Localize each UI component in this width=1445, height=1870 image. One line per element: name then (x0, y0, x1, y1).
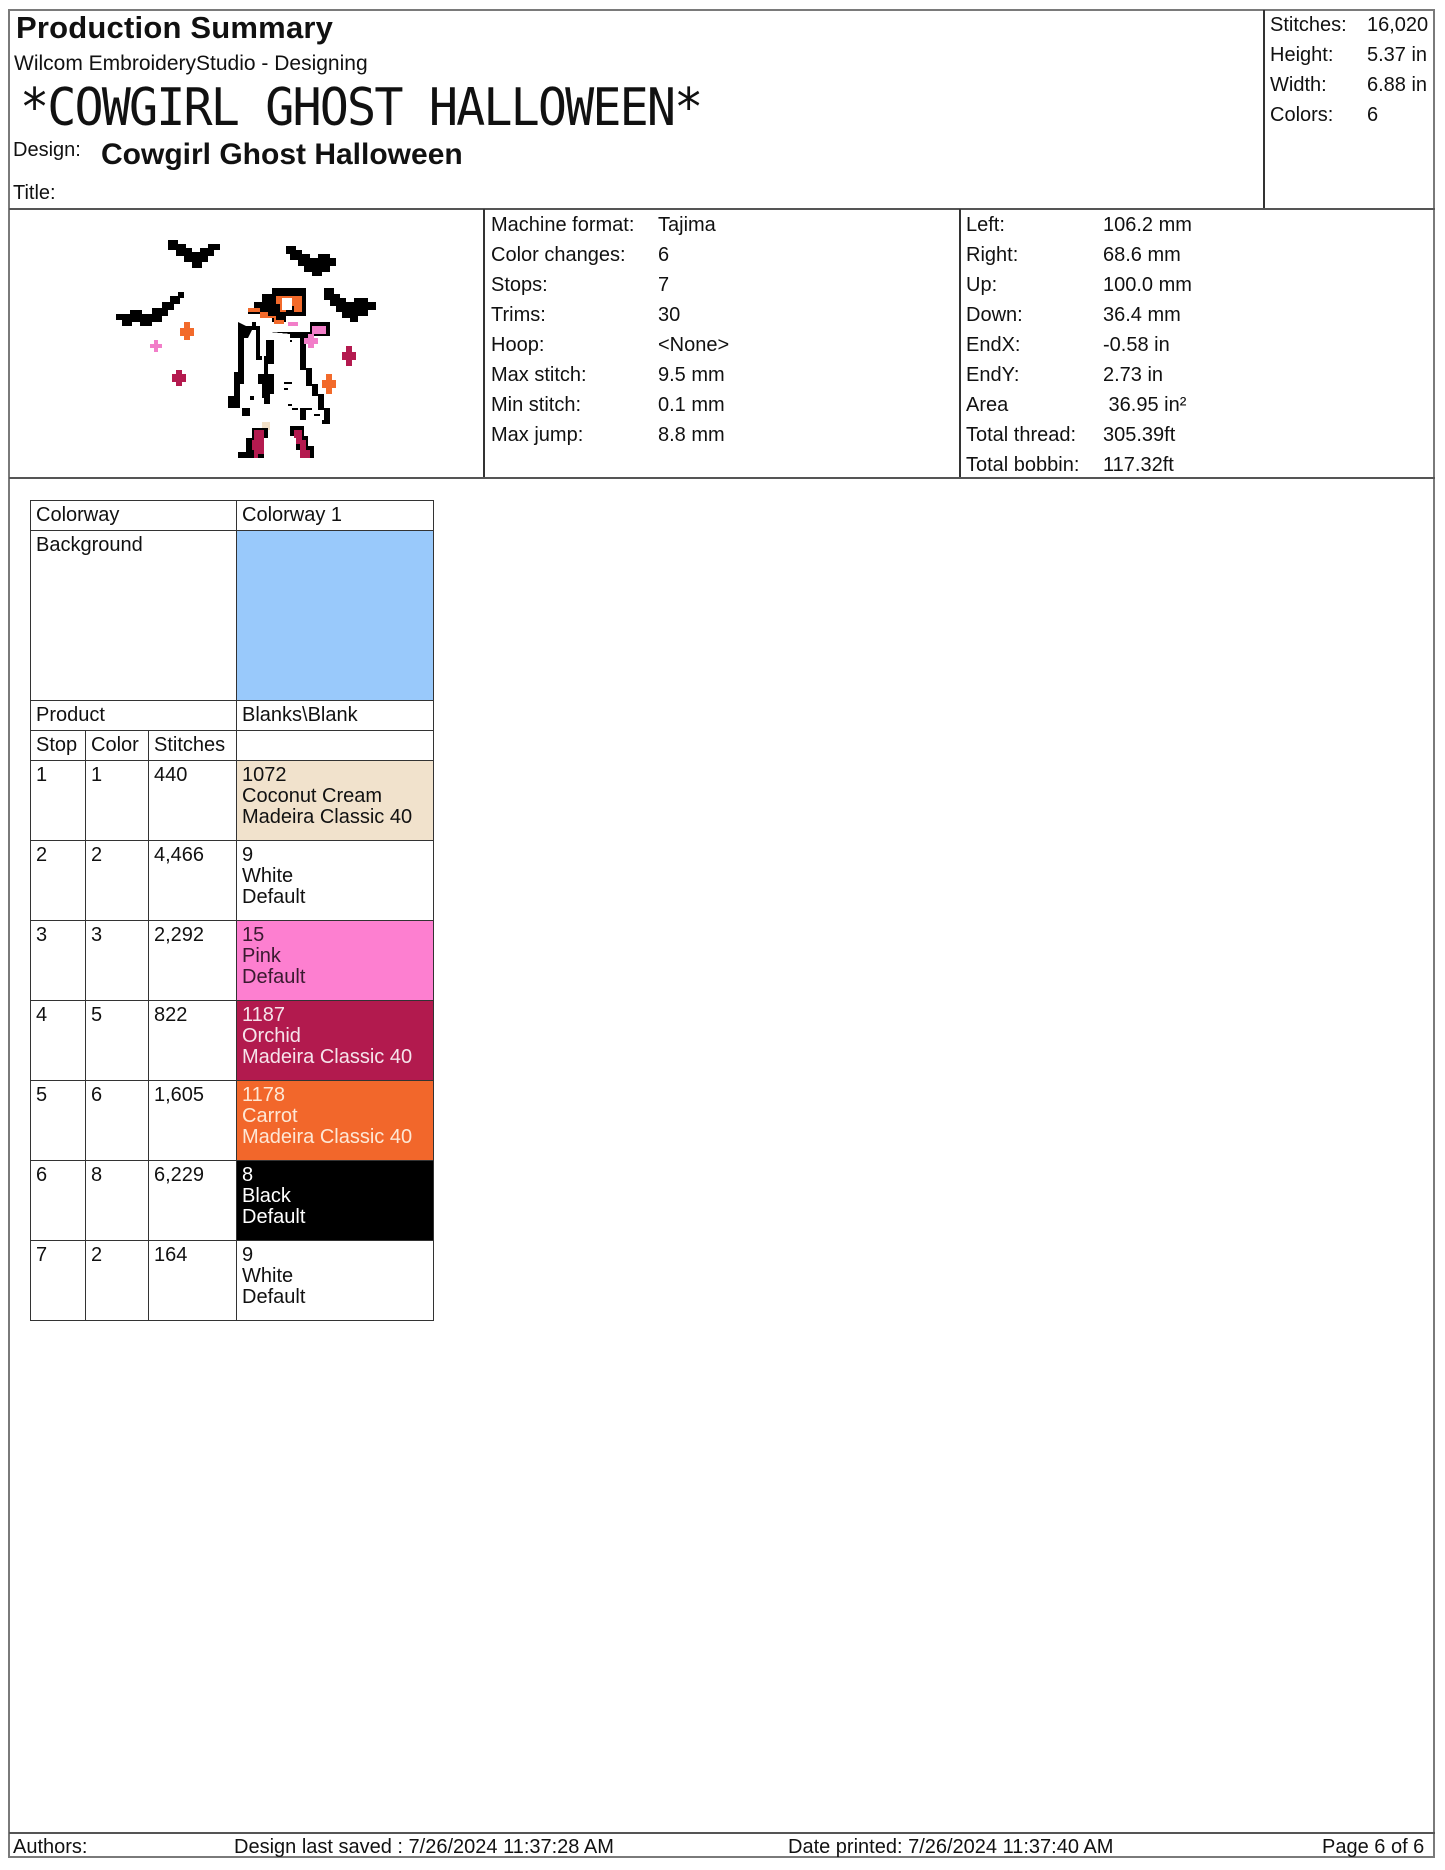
thread-name: Carrot (242, 1105, 298, 1127)
colorway-row (31, 501, 434, 531)
thread-code: 1072 (242, 764, 287, 786)
stop-cell: 4 (31, 1001, 86, 1081)
endy-row: EndY: 2.73 in (966, 364, 1164, 386)
background-label: Background (31, 531, 237, 701)
design-name: Cowgirl Ghost Halloween (101, 138, 463, 171)
color-cell: 6 (86, 1081, 149, 1161)
thread-swatch-cell (237, 761, 434, 841)
authors-label: Authors: (13, 1836, 88, 1858)
stop-cell: 6 (31, 1161, 86, 1241)
stop-cell: 3 (31, 921, 86, 1001)
table-row (31, 761, 434, 841)
stat-colors: Colors: 6 (1270, 104, 1379, 126)
table-row (31, 1161, 434, 1241)
table-row (31, 1081, 434, 1161)
thread-code: 15 (242, 924, 265, 946)
thread-name: White (242, 865, 294, 887)
stitches-cell: 4,466 (149, 841, 237, 921)
header-divider (1263, 10, 1265, 210)
dimension-info (966, 210, 1192, 480)
colorway-value: Colorway 1 (237, 501, 434, 531)
info-separator (9, 477, 1435, 479)
background-swatch (237, 531, 434, 701)
table-row (31, 1241, 434, 1321)
title-label: Title: (13, 182, 56, 204)
design-preview-image (110, 232, 390, 458)
machine-info (491, 210, 729, 450)
thread-name: Pink (242, 945, 281, 967)
footer-separator (9, 1832, 1435, 1834)
thread-name: Orchid (242, 1025, 301, 1047)
area-row: Area 36.95 in² (966, 394, 1187, 416)
table-row (31, 921, 434, 1001)
column-header-row (31, 731, 434, 761)
thread-swatch-cell (237, 1241, 434, 1321)
thread-swatch-cell (237, 1001, 434, 1081)
stitches-cell: 1,605 (149, 1081, 237, 1161)
thread-code: 9 (242, 844, 254, 866)
stitches-cell: 822 (149, 1001, 237, 1081)
design-banner: *COWGIRL GHOST HALLOWEEN* (20, 78, 702, 138)
color-cell: 3 (86, 921, 149, 1001)
thread-brand: Madeira Classic 40 (242, 806, 413, 828)
color-changes-row: Color changes: 6 (491, 244, 670, 266)
stop-cell: 7 (31, 1241, 86, 1321)
date-printed: Date printed: 7/26/2024 11:37:40 AM (788, 1836, 1114, 1858)
stop-cell: 2 (31, 841, 86, 921)
stop-cell: 1 (31, 761, 86, 841)
left-row: Left: 106.2 mm (966, 214, 1192, 236)
max-stitch-row: Max stitch: 9.5 mm (491, 364, 725, 386)
thread-name: Coconut Cream (242, 785, 383, 807)
stitches-cell: 6,229 (149, 1161, 237, 1241)
summary-stats (1270, 10, 1428, 130)
colorway-label: Colorway (31, 501, 237, 531)
total-bobbin-row: Total bobbin: 117.32ft (966, 454, 1174, 476)
machine-format-row: Machine format: Tajima (491, 214, 716, 236)
table-row (31, 1001, 434, 1081)
column-header-stitches: Stitches (149, 731, 237, 761)
endx-row: EndX: -0.58 in (966, 334, 1170, 356)
report-title: Production Summary (16, 10, 334, 45)
max-jump-row: Max jump: 8.8 mm (491, 424, 725, 446)
stitches-cell: 2,292 (149, 921, 237, 1001)
color-cell: 2 (86, 1241, 149, 1321)
color-cell: 5 (86, 1001, 149, 1081)
thread-code: 1178 (242, 1084, 286, 1106)
product-value: Blanks\Blank (237, 701, 434, 731)
stops-row: Stops: 7 (491, 274, 670, 296)
thread-swatch-cell (237, 1081, 434, 1161)
stat-height: Height: 5.37 in (1270, 44, 1428, 66)
thread-code: 1187 (242, 1004, 286, 1026)
page-number: Page 6 of 6 (1322, 1836, 1425, 1858)
thread-brand: Default (242, 1206, 306, 1228)
thread-brand: Default (242, 886, 306, 908)
stat-stitches: Stitches: 16,020 (1270, 14, 1429, 36)
thread-swatch-cell (237, 921, 434, 1001)
table-row (31, 841, 434, 921)
stop-cell: 5 (31, 1081, 86, 1161)
column-header-thread (237, 731, 434, 761)
colorway-table (30, 500, 434, 1321)
column-header-stop: Stop (31, 731, 86, 761)
thread-brand: Madeira Classic 40 (242, 1046, 413, 1068)
product-label: Product (31, 701, 237, 731)
info-divider-2 (959, 209, 961, 478)
color-cell: 2 (86, 841, 149, 921)
stat-width: Width: 6.88 in (1270, 74, 1428, 96)
thread-code: 9 (242, 1244, 254, 1266)
design-last-saved: Design last saved : 7/26/2024 11:37:28 AM (234, 1836, 614, 1858)
background-row (31, 531, 434, 701)
thread-swatch-cell (237, 1161, 434, 1241)
hoop-row: Hoop: <None> (491, 334, 730, 356)
trims-row: Trims: 30 (491, 304, 681, 326)
product-row (31, 701, 434, 731)
design-label: Design: (13, 139, 81, 161)
down-row: Down: 36.4 mm (966, 304, 1181, 326)
bat-icon (116, 240, 376, 326)
application-name: Wilcom EmbroideryStudio - Designing (14, 52, 368, 75)
info-divider-1 (483, 209, 485, 478)
stitches-cell: 440 (149, 761, 237, 841)
up-row: Up: 100.0 mm (966, 274, 1192, 296)
thread-brand: Default (242, 966, 306, 988)
color-cell: 8 (86, 1161, 149, 1241)
thread-name: White (242, 1265, 294, 1287)
min-stitch-row: Min stitch: 0.1 mm (491, 394, 725, 416)
column-header-color: Color (86, 731, 149, 761)
total-thread-row: Total thread: 305.39ft (966, 424, 1176, 446)
thread-code: 8 (242, 1164, 254, 1186)
thread-name: Black (242, 1185, 291, 1207)
thread-brand: Default (242, 1286, 306, 1308)
right-row: Right: 68.6 mm (966, 244, 1181, 266)
stitches-cell: 164 (149, 1241, 237, 1321)
thread-swatch-cell (237, 841, 434, 921)
color-cell: 1 (86, 761, 149, 841)
thread-brand: Madeira Classic 40 (242, 1126, 413, 1148)
